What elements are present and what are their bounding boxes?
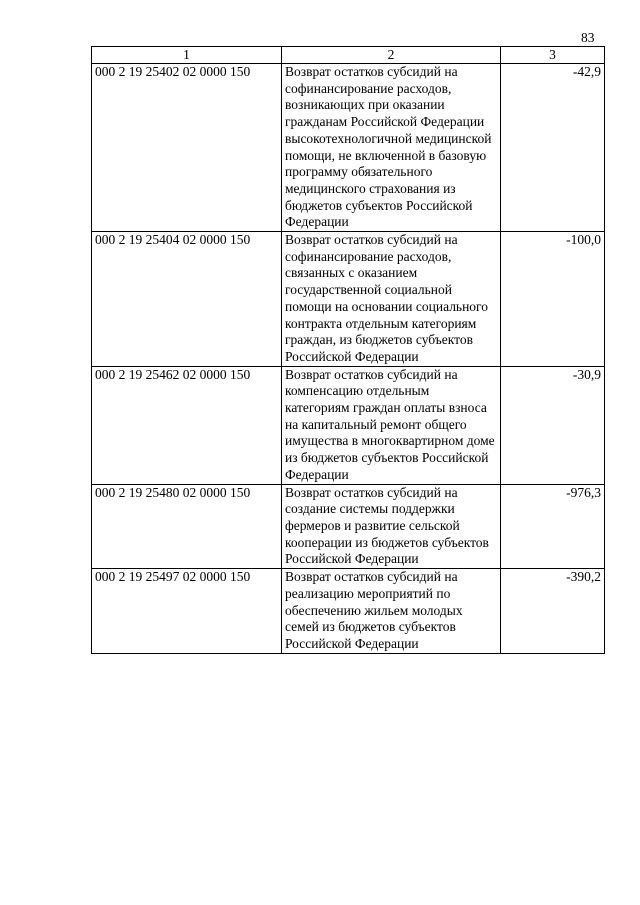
column-header-3: 3 [501,47,605,64]
row-description: Возврат остатков субсидий на реализацию мероприятий по обеспечению жильем молодых семей из бюджетов субъектов Российской Федерации [282,569,501,654]
page-number: 83 [581,30,595,45]
budget-code: 000 2 19 25404 02 0000 150 [92,232,282,367]
row-description: Возврат остатков субсидий на создание системы поддержки фермеров и развитие сельской кооперации из бюджетов субъектов Российской Федерации [282,484,501,569]
column-header-1: 1 [92,47,282,64]
table-row [92,232,605,367]
row-description: Возврат остатков субсидий на софинансирование расходов, возникающих при оказании гражданам Российской Федерации высокотехнологичной медицинской помощи, не включенной в базовую программу обязательного медицинского страхования из бюджетов субъектов Российской Федерации [282,64,501,232]
row-amount: -390,2 [501,569,605,654]
row-amount: -42,9 [501,64,605,232]
budget-code: 000 2 19 25480 02 0000 150 [92,484,282,569]
column-header-2: 2 [282,47,501,64]
header-row [92,47,605,64]
row-amount: -30,9 [501,366,605,484]
table-row [92,484,605,569]
row-description: Возврат остатков субсидий на компенсацию отдельным категориям граждан оплаты взноса на капитальный ремонт общего имущества в многоквартирном доме из бюджетов субъектов Российской Федерации [282,366,501,484]
budget-code: 000 2 19 25402 02 0000 150 [92,64,282,232]
budget-code: 000 2 19 25497 02 0000 150 [92,569,282,654]
row-amount: -976,3 [501,484,605,569]
row-amount: -100,0 [501,232,605,367]
table-row [92,64,605,232]
table-row [92,569,605,654]
row-description: Возврат остатков субсидий на софинансирование расходов, связанных с оказанием государственной социальной помощи на основании социального контракта отдельным категориям граждан, из бюджетов субъектов Российской Федерации [282,232,501,367]
budget-code: 000 2 19 25462 02 0000 150 [92,366,282,484]
table-row [92,366,605,484]
budget-table [91,46,605,654]
